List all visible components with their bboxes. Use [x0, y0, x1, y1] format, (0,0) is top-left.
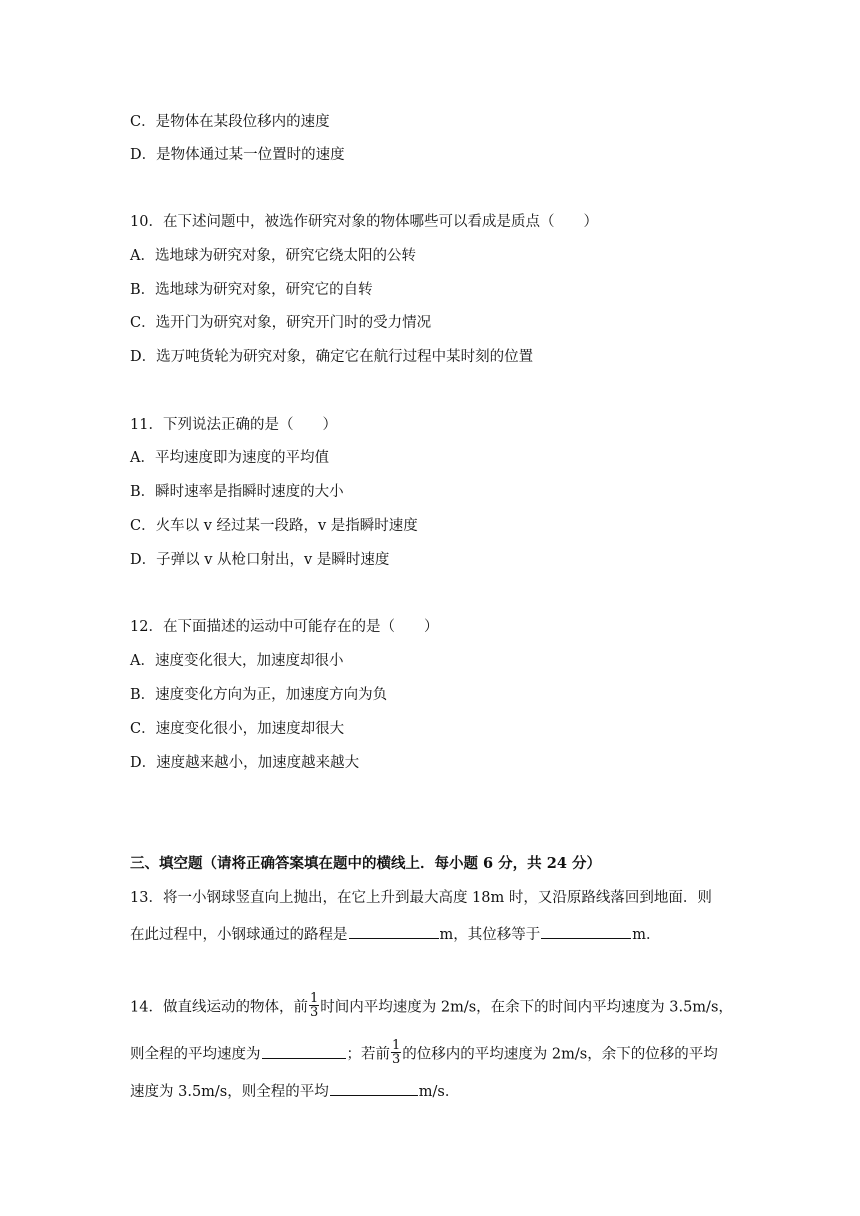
q14-text-2a: 则全程的平均速度为	[130, 1046, 261, 1063]
q9-option-d: D．是物体通过某一位置时的速度	[130, 147, 345, 163]
fraction-one-third	[391, 1039, 401, 1066]
q14-text-1a: 14．做直线运动的物体，前	[130, 999, 308, 1016]
q13-text-b: m，其位移等于	[439, 927, 541, 943]
q12-option-a: A．速度变化很大，加速度却很小	[130, 653, 344, 669]
q9-option-c: C．是物体在某段位移内的速度	[130, 114, 330, 130]
fraction-denominator: 3	[309, 1005, 319, 1020]
q13-text-a: 在此过程中，小钢球通过的路程是	[130, 927, 348, 943]
q11-option-a: A．平均速度即为速度的平均值	[130, 450, 329, 466]
q14-blank-displacement-average[interactable]	[330, 1081, 418, 1096]
fraction-numerator: 1	[392, 1038, 401, 1053]
q14-text-2b: ；若前	[346, 1046, 390, 1063]
q12-option-d: D．速度越来越小，加速度越来越大	[130, 755, 360, 771]
q12-option-c: C．速度变化很小，加速度却很大	[130, 721, 345, 737]
q14-text-2c: 的位移内的平均速度为 2m/s，余下的位移的平均	[402, 1046, 718, 1063]
q14-blank-time-average[interactable]	[262, 1044, 346, 1059]
q10-option-d: D．选万吨货轮为研究对象，确定它在航行过程中某时刻的位置	[130, 349, 534, 365]
q14-line2	[130, 1038, 718, 1068]
section-heading: 三、填空题（请将正确答案填在题中的横线上．每小题 6 分，共 24 分）	[130, 855, 601, 872]
q10-stem: 10．在下述问题中，被选作研究对象的物体哪些可以看成是质点（ ）	[130, 214, 598, 230]
q14-text-1b: 时间内平均速度为 2m/s，在余下的时间内平均速度为 3.5m/s，	[320, 999, 733, 1016]
q13-text-c: m．	[632, 927, 661, 943]
q14-text-3b: m/s．	[418, 1084, 460, 1100]
q13-blank-distance[interactable]	[349, 924, 439, 939]
q11-option-b: B．瞬时速率是指瞬时速度的大小	[130, 484, 344, 500]
q11-stem: 11．下列说法正确的是（ ）	[130, 417, 337, 433]
q12-option-b: B．速度变化方向为正，加速度方向为负	[130, 687, 388, 703]
q10-option-a: A．选地球为研究对象，研究它绕太阳的公转	[130, 248, 416, 264]
q13-line1: 13．将一小钢球竖直向上抛出，在它上升到最大高度 18m 时，又沿原路线落回到地面．则	[130, 890, 712, 906]
q13-line2	[130, 924, 661, 945]
q14-line3	[130, 1081, 459, 1102]
fraction-numerator: 1	[309, 991, 319, 1006]
q14-line1	[130, 991, 733, 1021]
q11-option-c: C．火车以 v 经过某一段路，v 是指瞬时速度	[130, 518, 418, 534]
fraction-one-third	[309, 992, 319, 1019]
q14-text-3a: 速度为 3.5m/s，则全程的平均	[130, 1084, 329, 1100]
fraction-denominator: 3	[392, 1052, 401, 1067]
q12-stem: 12．在下面描述的运动中可能存在的是（ ）	[130, 619, 439, 635]
q10-option-c: C．选开门为研究对象，研究开门时的受力情况	[130, 315, 432, 331]
q13-blank-displacement[interactable]	[541, 924, 631, 939]
q11-option-d: D．子弹以 v 从枪口射出，v 是瞬时速度	[130, 552, 390, 568]
q10-option-b: B．选地球为研究对象，研究它的自转	[130, 282, 373, 298]
